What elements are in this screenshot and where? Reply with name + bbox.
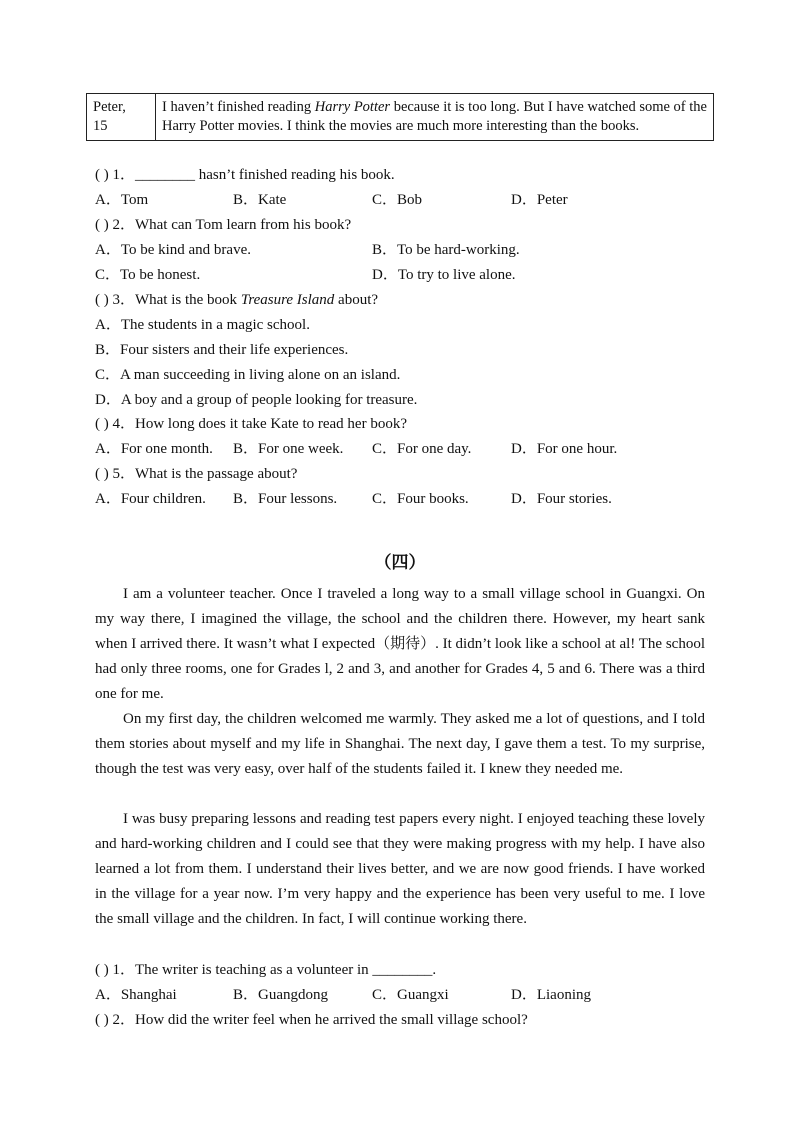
info-table [86,93,714,141]
option-b: B．For one week. [233,441,344,457]
passage-paragraph: I was busy preparing lessons and reading test papers every night. I enjoyed teaching these lovely and hard-working children and I could see that they were making progress with my help. I have also learned a lot from them. I understand their lives better, and we are now good friends. I have worked in the village for a year now. I’m very happy and the experience has been very useful to me. I love the small village and the children. In fact, I will continue working there. [95,811,705,927]
option-c: C．Bob [372,192,423,208]
option-c: C．For one day. [372,441,472,457]
option-d: D．Four stories. [511,491,612,507]
comment-pre: I haven’t finished reading [162,99,315,115]
question-stem: ( ) 2．How did the writer feel when he arrived the small village school? [95,1012,528,1028]
option-a: A．The students in a magic school. [95,317,310,333]
option-a: A．To be kind and brave. [95,242,251,258]
section-heading: （四） [374,553,426,572]
question-stem [95,290,378,310]
stem-pre: ( ) 3．What is the book [95,292,241,308]
option-c: C．To be honest. [95,267,201,283]
comment-post: because it is too long. But I have watched some of the Harry Potter movies. I think the movies are much more interesting than the books. [162,99,707,134]
student-name: Peter, [93,99,126,115]
student-comment-cell [156,94,714,141]
option-a: A．For one month. [95,441,213,457]
question-stem: ( ) 1．________ hasn’t finished reading his book. [95,167,395,183]
student-name-cell [87,94,156,141]
question-stem: ( ) 5．What is the passage about? [95,466,298,482]
question-stem: ( ) 2．What can Tom learn from his book? [95,217,352,233]
option-d: D．Peter [511,192,568,208]
option-c: C．A man succeeding in living alone on an island. [95,367,401,383]
question-stem: ( ) 4．How long does it take Kate to read her book? [95,416,407,432]
table-row [87,94,714,141]
question-stem: ( ) 1．The writer is teaching as a volunteer in ________. [95,962,437,978]
option-c: C．Four books. [372,491,469,507]
passage-paragraph: I am a volunteer teacher. Once I traveled a long way to a small village school in Guangxi. On my way there, I imagined the village, the school and the children there. However, my heart sank when I arrived there. It wasn’t what I expected（期待）. It didn’t look like a school at al! The school had only three rooms, one for Grades l, 2 and 3, and another for Grades 4, 5 and 6. There was a third one for me. [95,586,705,702]
option-d: D．Liaoning [511,987,591,1003]
stem-post: about? [334,292,379,308]
student-age: 15 [93,118,108,134]
option-c: C．Guangxi [372,987,449,1003]
passage-paragraph: On my first day, the children welcomed me warmly. They asked me a lot of questions, and I told them stories about myself and my life in Shanghai. The next day, I gave them a test. To my surprise, though the test was very easy, over half of the students failed it. I knew they needed me. [95,711,705,777]
option-a: A．Four children. [95,491,206,507]
book-title: Harry Potter [314,99,391,115]
option-d: D．For one hour. [511,441,618,457]
option-b: B．Guangdong [233,987,328,1003]
option-d: D．To try to live alone. [372,267,516,283]
option-b: B．Four sisters and their life experiences. [95,342,349,358]
book-title: Treasure Island [240,292,335,308]
option-b: B．Four lessons. [233,491,338,507]
option-b: B．Kate [233,192,287,208]
option-d: D．A boy and a group of people looking for treasure. [95,392,418,408]
option-a: A．Tom [95,192,149,208]
option-b: B．To be hard-working. [372,242,520,258]
option-a: A．Shanghai [95,987,177,1003]
